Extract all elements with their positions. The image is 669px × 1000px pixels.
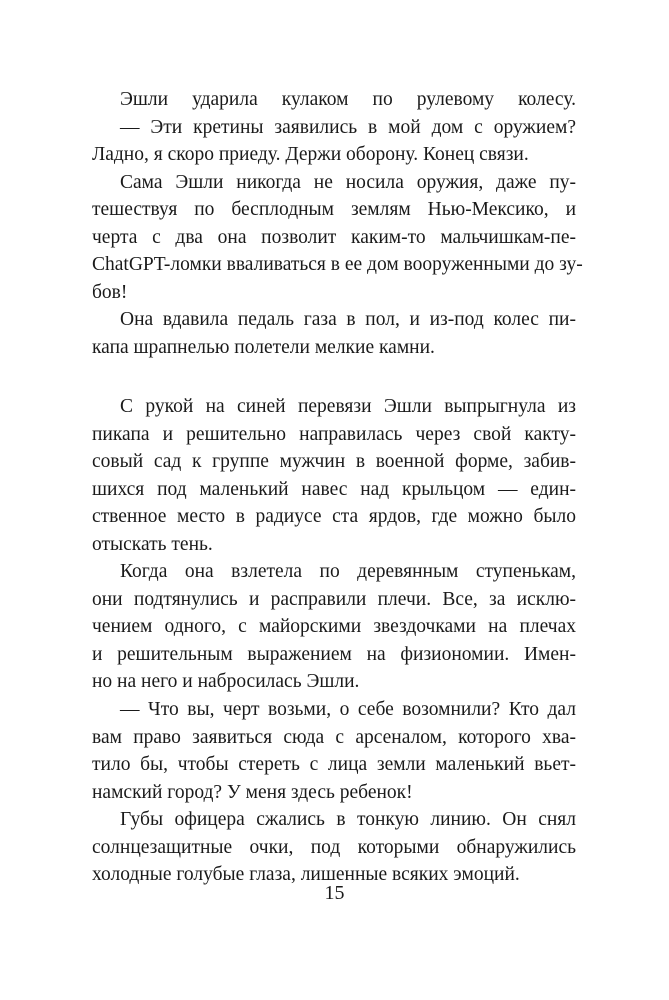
text-line: тило бы, чтобы стереть с лица земли маленький вьет-: [92, 754, 576, 776]
text-line: С рукой на синей перевязи Эшли выпрыгнула из: [120, 396, 576, 417]
text-line: Ладно, я скоро приеду. Держи оборону. Конец связи.: [92, 144, 529, 166]
text-section-bottom: [92, 393, 576, 889]
text-line: но на него и набросилась Эшли.: [92, 671, 360, 693]
text-line: Она вдавила педаль газа в пол, и из-под колес пи-: [120, 309, 576, 331]
page-number: 15: [324, 882, 345, 904]
text-line: они подтянулись и расправили плечи. Все, за исклю-: [92, 588, 576, 610]
text-line: черта с два она позволит каким-то мальчишкам-пе-: [92, 226, 576, 248]
text-line: солнцезащитные очки, под которыми обнаружились: [92, 836, 576, 858]
text-line: — Эти кретины заявились в мой дом с оружием?: [120, 116, 576, 138]
text-line: вам право заявиться сюда с арсеналом, которого хва-: [92, 726, 576, 748]
text-line: и решительным выражением на физиономии. Имен-: [92, 643, 576, 665]
text-line: пикапа и решительно направилась через свой какту-: [92, 423, 576, 445]
text-line: шихся под маленький навес над крыльцом — един-: [92, 478, 576, 500]
text-line: Губы офицера сжались в тонкую линию. Он снял: [120, 809, 576, 831]
text-line: бов!: [92, 281, 128, 303]
text-line: совый сад к группе мужчин в военной форме, забив-: [92, 451, 576, 473]
text-line: чением одного, с майорскими звездочками на плечах: [92, 616, 576, 638]
text-line: — Что вы, черт возьми, о себе возомнили? Кто дал: [120, 699, 576, 721]
text-line: ChatGPT-ломки вваливаться в ее дом вооруженными до зу-: [92, 254, 583, 276]
text-line: Когда она взлетела по деревянным ступенькам,: [120, 561, 576, 583]
text-line: намский город? У меня здесь ребенок!: [92, 781, 413, 803]
text-line: Сама Эшли никогда не носила оружия, даже пу-: [120, 171, 576, 193]
text-line: тешествуя по бесплодным землям Нью-Мексико, и: [92, 199, 576, 221]
text-line: капа шрапнелью полетели мелкие камни.: [92, 336, 435, 358]
text-line: отыскать тень.: [92, 533, 213, 555]
text-line: холодные голубые глаза, лишенные всяких эмоций.: [92, 864, 520, 886]
text-line: ственное место в радиусе ста ярдов, где можно было: [92, 506, 576, 528]
text-section-top: [92, 86, 583, 361]
text-line: Эшли ударила кулаком по рулевому колесу.: [120, 89, 576, 110]
